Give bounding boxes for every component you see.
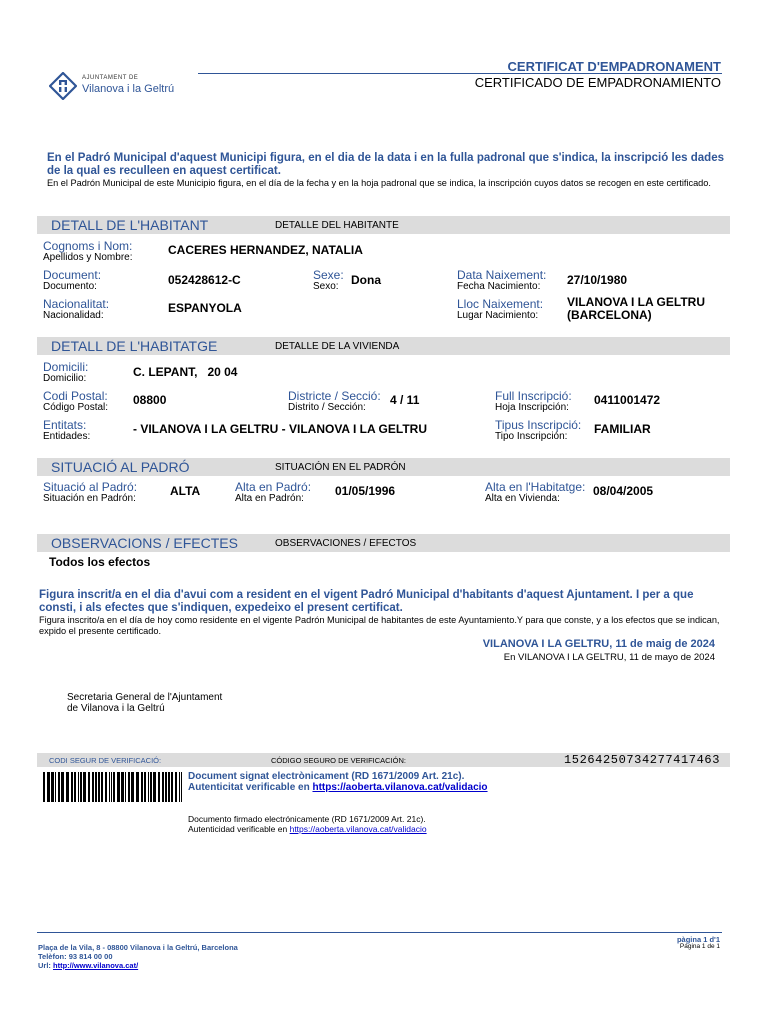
birthplace-value-line2: (BARCELONA) [567,308,652,322]
inscription-type-label: Tipus Inscripció: [495,418,582,432]
section-padro-title: SITUACIÓ AL PADRÓ [51,459,190,475]
birthdate-value: 27/10/1980 [567,273,628,287]
issue-date-spanish: En VILANOVA I LA GELTRU, 11 de mayo de 2024 [503,652,715,663]
postal-code-label: Codi Postal: [43,389,108,403]
sex-label: Sexe: [313,268,344,282]
document-label: Document: [43,268,102,282]
verification-band [37,753,730,767]
birthplace-sublabel: Lugar Nacimiento: [457,310,539,321]
logo-main-text: Vilanova i la Geltrú [82,83,175,95]
dwelling-registration-value: 08/04/2005 [593,484,654,498]
issue-date-catalan: VILANOVA I LA GELTRU, 11 de maig de 2024 [482,638,715,650]
logo [49,71,189,101]
birthdate-sublabel: Fecha Nacimiento: [457,281,541,292]
census-registration-value: 01/05/1996 [335,484,396,498]
section-observ-title: OBSERVACIONS / EFECTES [51,535,238,551]
footer-address: Plaça de la Vila, 8 - 08800 Vilanova i la Geltrú, Barcelona [38,943,238,952]
verify-link-spanish[interactable]: https://aoberta.vilanova.cat/validacio [289,824,427,834]
logo-emblem-icon [49,72,77,100]
address-value: C. LEPANT, 20 04 [133,365,238,379]
title-spanish: CERTIFICADO DE EMPADRONAMIENTO [474,75,721,90]
name-value: CACERES HERNANDEZ, NATALIA [168,243,363,257]
entities-sublabel: Entidades: [43,431,91,442]
section-habitant-header [37,216,730,234]
district-value: 4 / 11 [390,393,420,407]
census-registration-sublabel: Alta en Padrón: [235,493,304,504]
address-label: Domicili: [43,360,89,374]
verify-link-catalan[interactable]: https://aoberta.vilanova.cat/validacio [312,782,488,793]
sex-sublabel: Sexo: [313,281,339,292]
district-label: Districte / Secció: [288,389,381,403]
barcode-icon [43,772,183,802]
sex-value: Dona [351,273,381,287]
postal-code-sublabel: Código Postal: [43,402,109,413]
entities-value: - VILANOVA I LA GELTRU - VILANOVA I LA GELTRU [133,422,427,436]
section-habitatge-subtitle: DETALLE DE LA VIVIENDA [275,341,400,352]
nationality-sublabel: Nacionalidad: [43,310,104,321]
verify-line-spanish [188,824,427,834]
page-number-catalan: pàgina 1 d'1 [676,935,720,944]
inscription-sheet-label: Full Inscripció: [495,389,572,403]
barcode [43,772,183,802]
birthplace-label: Lloc Naixement: [457,297,544,311]
verification-label-catalan: CODI SEGUR DE VERIFICACIÓ: [49,756,162,765]
logo-small-text: AJUNTAMENT DE [82,75,139,81]
verification-code: 15264250734277417463 [563,753,720,767]
dwelling-registration-label: Alta en l'Habitatge: [485,480,586,494]
section-padro-header [37,458,730,476]
intro-catalan: En el Padró Municipal d'aquest Municipi figura, en el dia de la data i en la fulla padronal que s'indica, la inscripció les dades de la qual es reculleen en aquest certificat. [47,152,724,177]
dwelling-registration-sublabel: Alta en Vivienda: [485,493,560,504]
verify-line-catalan [188,782,488,793]
nationality-value: ESPANYOLA [168,301,242,315]
district-sublabel: Distrito / Sección: [288,402,366,413]
footer-url-link[interactable]: http://www.vilanova.cat/ [53,961,139,970]
birthplace-value-line1: VILANOVA I LA GELTRU [567,295,705,309]
section-observ-subtitle: OBSERVACIONES / EFECTOS [275,538,417,549]
document-value: 052428612-C [168,273,241,287]
census-status-sublabel: Situación en Padrón: [43,493,136,504]
verification-label-spanish: CÓDIGO SEGURO DE VERIFICACIÓN: [271,756,407,765]
verify-text-spanish: Autenticidad verificable en [188,824,290,834]
intro-spanish: En el Padrón Municipal de este Municipio figura, en el día de la fecha y en la hoja padronal que se indica, la inscripción cuyos datos se recogen en este certificado. [47,178,711,188]
signature-line2: de Vilanova i la Geltrú [67,703,165,714]
census-status-label: Situació al Padró: [43,480,138,494]
observations-value: Todos los efectos [49,555,151,569]
name-label: Cognoms i Nom: [43,239,133,253]
closing-spanish: Figura inscrito/a en el día de hoy como residente en el vigente Padrón Municipal de habitantes de este Ayuntamiento.Y para que conste, y a los efectos que se indican, expido el presente certificado. [39,615,720,636]
inscription-type-value: FAMILIAR [594,422,651,436]
inscription-type-sublabel: Tipo Inscripción: [495,431,568,442]
name-sublabel: Apellidos y Nombre: [43,252,133,263]
entities-label: Entitats: [43,418,87,432]
inscription-sheet-value: 0411001472 [594,393,661,407]
section-habitatge-header [37,337,730,355]
inscription-sheet-sublabel: Hoja Inscripción: [495,402,569,413]
closing-catalan: Figura inscrit/a en el dia d'avui com a resident en el vigent Padró Municipal d'habitants d'aquest Ajuntament. I per a que consti, i als efectes que s'indiquen, expedeixo el present certificat. [39,589,694,614]
footer-url-line [38,961,138,970]
section-padro-subtitle: SITUACIÓN EN EL PADRÓN [275,462,406,473]
footer-rule [37,932,722,933]
section-observ-header [37,534,730,552]
census-registration-label: Alta en Padró: [235,480,312,494]
section-habitatge-title: DETALL DE L'HABITATGE [51,338,218,354]
section-habitant-subtitle: DETALLE DEL HABITANTE [275,220,399,231]
document-sublabel: Documento: [43,281,97,292]
section-habitant-title: DETALL DE L'HABITANT [51,217,209,233]
title-catalan: CERTIFICAT D'EMPADRONAMENT [507,59,721,74]
signature-line1: Secretaria General de l'Ajuntament [67,692,223,703]
birthdate-label: Data Naixement: [457,268,547,282]
footer-phone: Telèfon: 93 814 00 00 [38,952,113,961]
page-number-spanish: Página 1 de 1 [679,943,720,950]
signed-note-spanish: Documento firmado electrónicamente (RD 1671/2009 Art. 21c). [188,814,426,824]
signed-note-catalan: Document signat electrònicament (RD 1671/2009 Art. 21c). [188,771,465,782]
verify-text-catalan: Autenticitat verificable en [188,782,313,793]
census-status-value: ALTA [170,484,201,498]
footer-url-label: Url: [38,961,53,970]
postal-code-value: 08800 [133,393,167,407]
nationality-label: Nacionalitat: [43,297,110,311]
address-sublabel: Domicilio: [43,373,87,384]
